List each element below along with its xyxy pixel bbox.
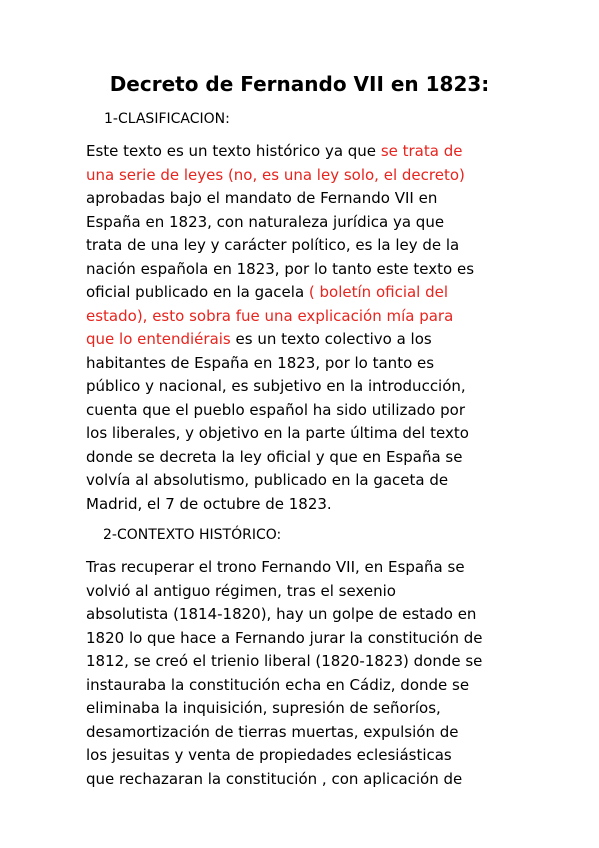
text-line [86,721,511,745]
text-line [86,258,511,282]
text-line [86,493,511,517]
text-line [86,627,511,651]
text-line [86,140,511,164]
text-line [86,422,511,446]
highlighted-text: se trata de [380,142,463,160]
text-line [86,281,511,305]
text-span: Madrid, el 7 de octubre de 1823. [86,494,332,513]
text-line [86,211,511,235]
paragraph-clasificacion [86,140,511,516]
text-line [86,469,511,493]
section-heading-contexto: 2-CONTEXTO HISTÓRICO: [103,527,282,543]
text-span: Tras recuperar el trono Fernando VII, en España se [86,558,465,576]
text-span: habitantes de España en 1823, por lo tanto es [86,353,435,372]
text-line [86,650,511,674]
text-span: aprobadas bajo el mandato de Fernando VII en [86,189,438,207]
paragraph-contexto [86,556,511,791]
section-heading-clasificacion: 1-CLASIFICACION: [104,111,230,127]
text-line [86,603,511,627]
text-line [86,187,511,211]
text-line [86,375,511,399]
text-line [86,446,511,470]
text-span: oficial publicado en la gacela [86,283,309,301]
text-line [86,328,511,352]
text-span: absolutista (1814-1820), hay un golpe de estado en [86,605,477,623]
text-span: 1812, se creó el trienio liberal (1820-1823) donde se [86,652,483,670]
text-span: España en 1823, con naturaleza jurídica ya que [86,212,445,231]
text-line [86,580,511,604]
text-span: es un texto colectivo a los [230,330,432,348]
text-span: volvió al antiguo régimen, tras el sexenio [86,581,396,600]
text-span: trata de una ley y carácter político, es la ley de la [86,236,460,254]
text-line [86,556,511,580]
text-span: nación española en 1823, por lo tanto este texto es [86,259,475,278]
text-span: público y nacional, es subjetivo en la introducción, [86,377,466,395]
highlighted-text: ( boletín oficial del [308,283,449,301]
text-span: los liberales, y objetivo en la parte última del texto [86,424,469,442]
text-line [86,305,511,329]
document-title: Decreto de Fernando VII en 1823: [109,72,490,96]
highlighted-text: una serie de leyes (no, es una ley solo, el decreto) [86,165,465,184]
text-line [86,744,511,768]
text-line [86,399,511,423]
text-line [86,697,511,721]
text-span: Este texto es un texto histórico ya que [86,142,381,160]
text-span: instauraba la constitución echa en Cádiz, donde se [86,675,470,694]
text-line [86,352,511,376]
text-span: cuenta que el pueblo español ha sido utilizado por [86,400,465,419]
text-span: 1820 lo que hace a Fernando jurar la constitución de [86,628,483,647]
text-span: desamortización de tierras muertas, expulsión de [86,722,459,741]
text-span: volvía al absolutismo, publicado en la gaceta de [86,471,449,489]
highlighted-text: estado), esto sobra fue una explicación mía para [86,306,454,325]
text-span: que rechazaran la constitución , con aplicación de [86,769,463,788]
text-span: eliminaba la inquisición, supresión de señoríos, [86,699,441,717]
text-line [86,234,511,258]
text-line [86,164,511,188]
text-span: los jesuitas y venta de propiedades eclesiásticas [86,746,452,764]
text-span: donde se decreta la ley oficial y que en España se [86,447,463,466]
text-line [86,768,511,792]
text-line [86,674,511,698]
highlighted-text: que lo entendiérais [86,330,231,348]
